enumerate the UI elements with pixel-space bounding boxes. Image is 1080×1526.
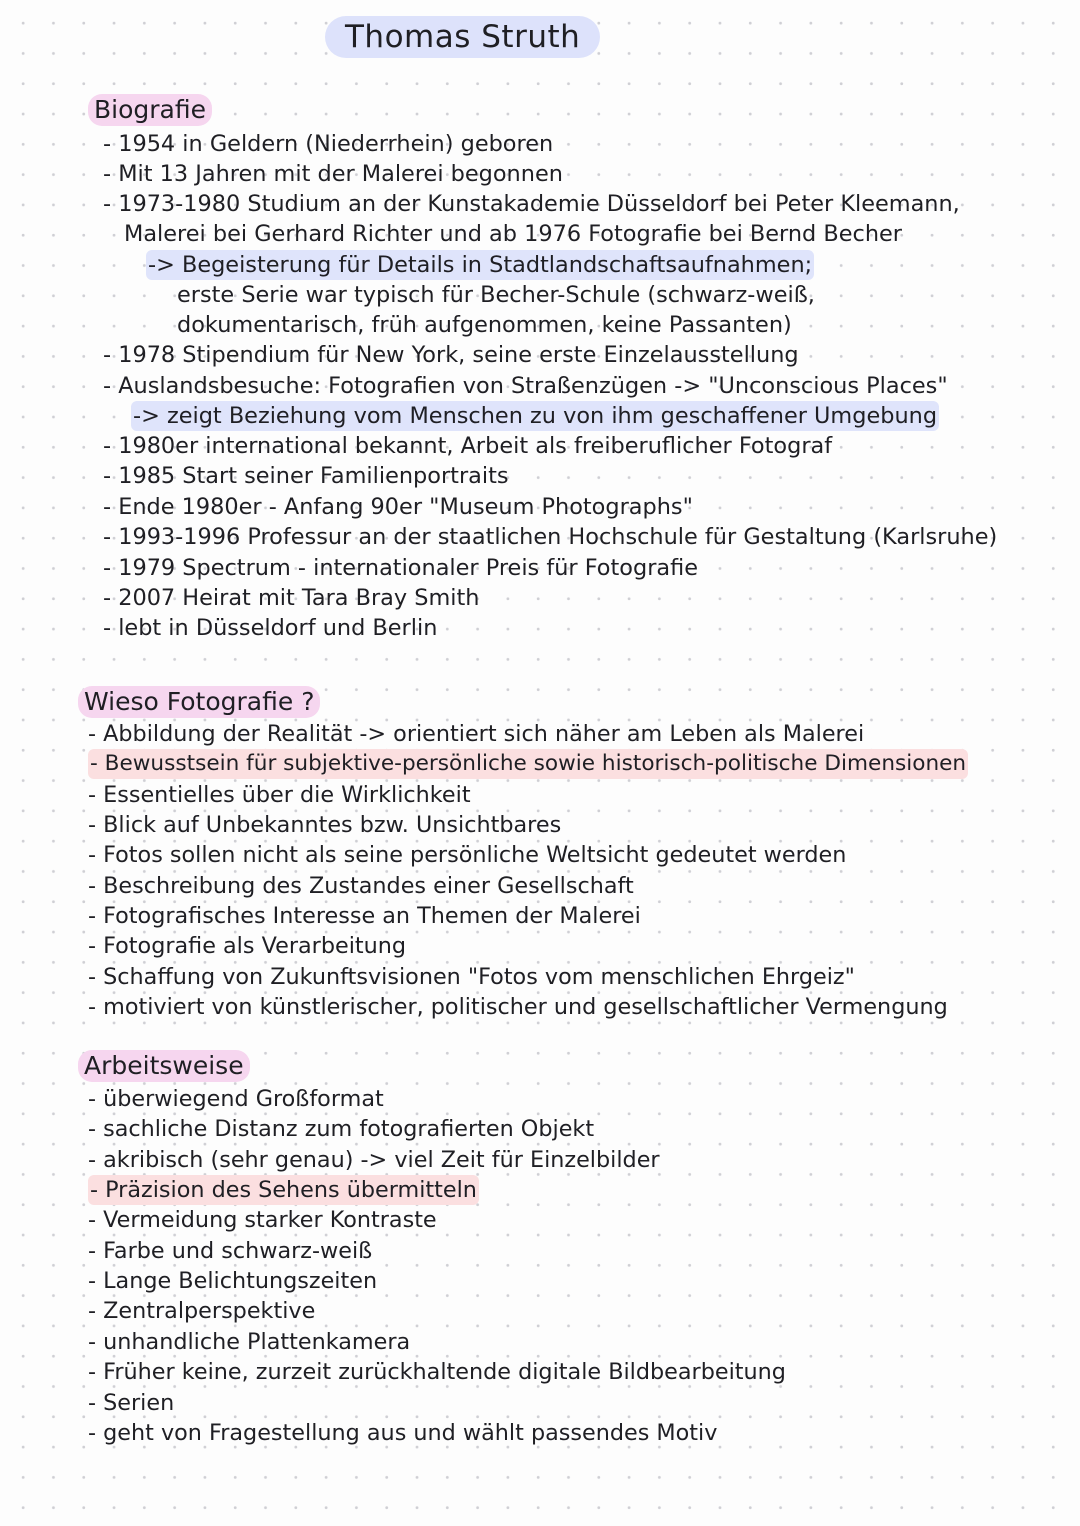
section-heading-biografie: Biografie: [88, 94, 212, 126]
list-item: - 1980er international bekannt, Arbeit als freiberuflicher Fotograf: [103, 433, 833, 459]
list-item: - Früher keine, zurzeit zurückhaltende digitale Bildbearbeitung: [88, 1359, 786, 1385]
list-item: - Fotografisches Interesse an Themen der Malerei: [88, 903, 641, 929]
list-item: - 2007 Heirat mit Tara Bray Smith: [103, 585, 480, 611]
list-item: - überwiegend Großformat: [88, 1086, 384, 1112]
list-item: dokumentarisch, früh aufgenommen, keine Passanten): [177, 312, 792, 338]
list-item: - 1954 in Geldern (Niederrhein) geboren: [103, 131, 554, 157]
section-heading-wieso-fotografie: Wieso Fotografie ?: [78, 686, 320, 718]
list-item: - Farbe und schwarz-weiß: [88, 1238, 373, 1264]
list-item: - Vermeidung starker Kontraste: [88, 1207, 437, 1233]
list-item: - Zentralperspektive: [88, 1298, 316, 1324]
list-item: - 1973-1980 Studium an der Kunstakademie Düsseldorf bei Peter Kleemann,: [103, 191, 960, 217]
list-item: Malerei bei Gerhard Richter und ab 1976 Fotografie bei Bernd Becher: [124, 221, 903, 247]
page-title: Thomas Struth: [325, 16, 600, 58]
list-item: - Präzision des Sehens übermitteln: [90, 1177, 477, 1203]
list-item: - 1978 Stipendium für New York, seine erste Einzelausstellung: [103, 342, 799, 368]
list-item: - 1979 Spectrum - internationaler Preis für Fotografie: [103, 555, 699, 581]
list-item: - Abbildung der Realität -> orientiert sich näher am Leben als Malerei: [88, 721, 865, 747]
list-item: - akribisch (sehr genau) -> viel Zeit für Einzelbilder: [88, 1147, 660, 1173]
list-item: - Ende 1980er - Anfang 90er "Museum Photographs": [103, 494, 693, 520]
list-item: - lebt in Düsseldorf und Berlin: [103, 615, 438, 641]
list-item: - Bewusstsein für subjektive-persönliche sowie historisch-politische Dimensionen: [88, 749, 968, 779]
list-item: - Blick auf Unbekanntes bzw. Unsichtbares: [88, 812, 562, 838]
list-item: -> zeigt Beziehung vom Menschen zu von ihm geschaffener Umgebung: [133, 403, 938, 429]
list-item: - geht von Fragestellung aus und wählt passendes Motiv: [88, 1420, 718, 1446]
list-item: - motiviert von künstlerischer, politischer und gesellschaftlicher Vermengung: [88, 994, 948, 1020]
list-item: - Serien: [88, 1390, 175, 1416]
list-item: - unhandliche Plattenkamera: [88, 1329, 411, 1355]
list-item: - 1993-1996 Professur an der staatlichen Hochschule für Gestaltung (Karlsruhe): [103, 524, 998, 550]
list-item: - Fotografie als Verarbeitung: [88, 933, 407, 959]
list-item: - Essentielles über die Wirklichkeit: [88, 782, 471, 808]
list-item: -> Begeisterung für Details in Stadtlandschaftsaufnahmen;: [148, 252, 813, 278]
list-item: - Lange Belichtungszeiten: [88, 1268, 378, 1294]
list-item: - Beschreibung des Zustandes einer Gesellschaft: [88, 873, 634, 899]
list-item: - Schaffung von Zukunftsvisionen "Fotos vom menschlichen Ehrgeiz": [88, 964, 855, 990]
list-item: - Fotos sollen nicht als seine persönliche Weltsicht gedeutet werden: [88, 842, 847, 868]
section-heading-arbeitsweise: Arbeitsweise: [78, 1050, 250, 1082]
list-item: - 1985 Start seiner Familienportraits: [103, 463, 509, 489]
list-item: erste Serie war typisch für Becher-Schule (schwarz-weiß,: [177, 282, 815, 308]
list-item: - Mit 13 Jahren mit der Malerei begonnen: [103, 161, 563, 187]
list-item: - sachliche Distanz zum fotografierten Objekt: [88, 1116, 595, 1142]
list-item: - Auslandsbesuche: Fotografien von Straßenzügen -> "Unconscious Places": [103, 373, 948, 399]
